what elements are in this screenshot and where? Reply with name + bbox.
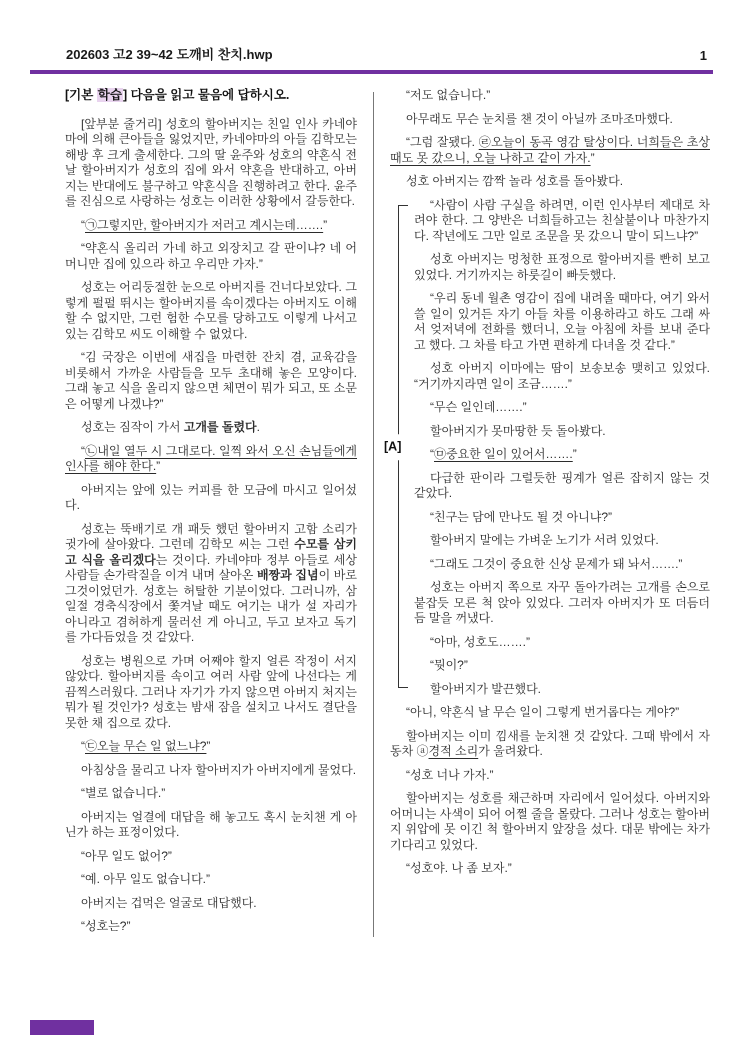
left-column-paragraphs xyxy=(65,117,357,935)
paragraph: 성호 아버지는 깜짝 놀라 성호를 돌아봤다. xyxy=(406,174,624,188)
paragraph: 할아버지가 발끈했다. xyxy=(430,681,541,696)
paragraph: 할아버지가 못마땅한 듯 돌아봤다. xyxy=(430,423,606,438)
paragraph: 성호는 병원으로 가며 어째야 할지 얼른 작정이 서지 않았다. 할아버지를 속이고 여러 사람 앞에 나선다는 게 끔찍스러웠다. 그러나 자기가 가지 않으면 아버지 처지는 뭐가 될 것인가? 성호는 밤새 잠을 설치고 나서도 결단을 못한 채 집으로 갔다. xyxy=(65,653,357,730)
paragraph: 성호는 짐작이 가서 고개를 돌렸다. xyxy=(81,420,260,434)
paragraph: “㉤중요한 일이 있어서…….” xyxy=(430,447,577,461)
paragraph: 아침상을 물리고 나자 할아버지가 아버지에게 물었다. xyxy=(81,762,357,777)
bracket-label: [A] xyxy=(384,435,401,461)
paragraph: “㉡내일 열두 시 그대로다. 일찍 와서 오신 손님들에게 인사를 해야 한다.” xyxy=(65,443,357,473)
page-number: 1 xyxy=(699,48,707,63)
footer-mark xyxy=(30,1020,94,1035)
paragraph: 성호는 뚝배기로 개 패듯 했던 할아버지 고함 소리가 귓가에 살아왔다. 그런데 김학모 씨는 그런 수모를 삼키고 식을 올리겠다는 것이다. 카네야마 정부 아들로 세상 사람들 손가락질을 이겨 내며 살아온 배짱과 집념이 바로 그것이었던가. 성호는 허탈한 기분이었다. 그러니까, 삼일절 경축식장에서 쫓겨날 때도 여기는 내가 설 자리가 아니라고 겸허하게 물러선 게 아니고, 두고 보자고 독기를 가다듬었을 것 같았다. xyxy=(65,521,357,644)
file-name: 202603 고2 39~42 도깨비 찬치.hwp xyxy=(66,47,273,62)
paragraph: “무슨 일인데…….” xyxy=(430,400,527,414)
paragraph: 아버지는 얼결에 대답을 해 놓고도 혹시 눈치챈 게 아닌가 하는 표정이었다. xyxy=(65,809,357,839)
paragraph: “성호 너나 가자.” xyxy=(406,767,494,782)
paragraph: “김 국장은 이번에 새집을 마련한 잔치 겸, 교육감을 비롯해서 가까운 사람들을 모두 초대해 놓은 모양이다. 그래 놓고 식을 올리지 않으면 체면이 뭐가 되고, 또 소문은 어떻게 나겠냐?” xyxy=(65,350,357,411)
paragraph: 아버지는 앞에 있는 커피를 한 모금에 마시고 일어섰다. xyxy=(65,482,357,512)
paragraph: “㉠그렇지만, 할아버지가 저러고 계시는데…….” xyxy=(81,217,328,232)
paragraph: “그럼 잘됐다. ㉣오늘이 동곡 영감 탈상이다. 너희들은 초상 때도 못 갔으니, 오늘 나하고 같이 가자.” xyxy=(390,135,710,165)
paragraph: “별로 없습니다.” xyxy=(81,786,166,800)
left-column xyxy=(65,88,357,943)
paragraph: “성호야. 나 좀 보자.” xyxy=(406,861,512,875)
paragraph: “우리 동네 월촌 영감이 집에 내려올 때마다, 여기 와서 쓸 일이 있거든 자기 아들 차를 이용하라고 하도 그래 싸서 엊저녁에 전화를 했더니, 오늘 아침에 차를 보내 준다고 했다. 그 차를 타고 가면 편하게 다녀올 것 같다.” xyxy=(414,291,710,352)
document-header xyxy=(66,44,707,63)
paragraph: 할아버지 말에는 가벼운 노기가 서려 있었다. xyxy=(430,533,659,547)
instruction-prefix: [기본 xyxy=(65,88,97,102)
bracket-block xyxy=(384,197,710,698)
paragraph: 성호 아버지는 멍청한 표정으로 할아버지를 빤히 보고 있었다. 거기까지는 하룻길이 빠듯했다. xyxy=(414,252,710,282)
paragraph: [앞부분 줄거리] 성호의 할아버지는 친일 인사 카네야마에 의해 큰아들을 잃었지만, 카네야마의 아들 김학모는 해방 후 크게 출세한다. 그의 딸 윤주와 성호의 약혼식 전날 할아버지가 성호의 집에 와서 약혼을 반대하고, 아버지는 반대에도 불구하고 약혼식을 진행하려고 한다. 윤주를 진심으로 사랑하는 성호는 이러한 상황에서 갈등한다. xyxy=(65,116,357,208)
paragraph: 성호는 어리둥절한 눈으로 아버지를 건너다보았다. 그렇게 펄펄 뛰시는 할아버지를 속이겠다는 아버지도 이해할 수 없지만, 그런 험한 수모를 당하고도 이렇게 나서고 있는 김학모 씨도 이해할 수 없었다. xyxy=(65,280,357,341)
paragraph: 다급한 판이라 그럴듯한 핑계가 얼른 잡히지 않는 것 같았다. xyxy=(414,470,710,500)
paragraph: “예. 아무 일도 없습니다.” xyxy=(81,872,210,886)
paragraph: “㉢오늘 무슨 일 없느냐?” xyxy=(81,739,211,753)
paragraph: “저도 없습니다.” xyxy=(406,88,491,102)
paragraph: 할아버지는 이미 낌새를 눈치챈 것 같았다. 그때 밖에서 자동차 ⓐ경적 소리가 울려왔다. xyxy=(390,728,710,758)
paragraph: 할아버지는 성호를 채근하며 자리에서 일어섰다. 아버지와 어머니는 사색이 되어 어쩔 줄을 몰랐다. 그러나 성호는 할아버지 위압에 못 이긴 척 할아버지 앞장을 섰다. 대문 밖에는 차가 기다리고 있었다. xyxy=(390,791,710,852)
paragraph: 아무래도 무슨 눈치를 챈 것이 아닐까 조마조마했다. xyxy=(406,111,673,126)
paragraph: “약혼식 올리러 가네 하고 외장치고 갈 판이냐? 네 어머니만 집에 있으라 하고 우리만 가자.” xyxy=(65,241,357,271)
paragraph: “뭣이?” xyxy=(430,658,468,672)
paragraph: 성호는 아버지 쪽으로 자꾸 돌아가려는 고개를 손으로 붙잡듯 모른 척 앉아 있었다. 그러자 아버지가 또 더듬더듬 말을 꺼냈다. xyxy=(414,580,710,625)
paragraph: 성호 아버지 이마에는 땀이 보송보송 맺히고 있었다. “거기까지라면 일이 조금…….” xyxy=(414,361,710,391)
paragraph: “그래도 그것이 중요한 신상 문제가 돼 놔서…….” xyxy=(430,556,683,571)
paragraph: “아마, 성호도…….” xyxy=(430,634,530,649)
passage-columns xyxy=(65,88,711,943)
paragraph: 아버지는 겁먹은 얼굴로 대답했다. xyxy=(81,895,257,910)
right-column xyxy=(384,88,710,885)
paragraph: “성호는?” xyxy=(81,919,131,933)
header-rule xyxy=(30,70,713,74)
paragraph: “사람이 사람 구실을 하려면, 이런 인사부터 제대로 차려야 한다. 그 양반은 너희들하고는 친살붙이나 마찬가지다. 작년에도 그만 일로 조문을 못 갔으니 말이 되느냐?” xyxy=(414,197,710,243)
instruction-heading xyxy=(65,88,357,104)
instruction-highlight: 학습 xyxy=(97,88,122,102)
instruction-suffix: ] 다음을 읽고 물음에 답하시오. xyxy=(122,88,290,102)
paragraph: “친구는 담에 만나도 될 것 아니냐?” xyxy=(430,509,613,524)
column-divider xyxy=(373,92,374,937)
paragraph: “아무 일도 없어?” xyxy=(81,848,172,863)
paragraph: “아니, 약혼식 날 무슨 일이 그렇게 번거롭다는 게야?” xyxy=(406,705,680,719)
